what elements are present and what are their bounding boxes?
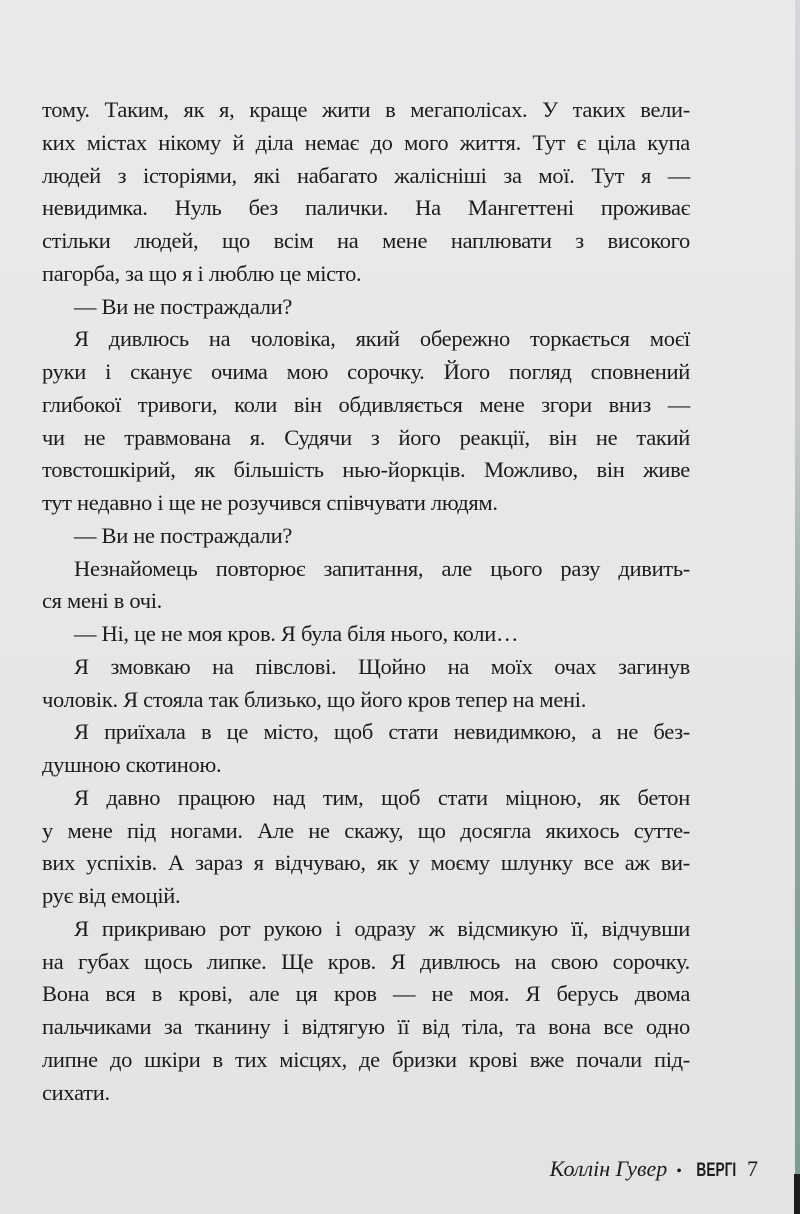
- page-edge-strip: [795, 0, 800, 1214]
- text-line: Я приїхала в це місто, щоб стати невидимкою, а не без-: [74, 719, 690, 745]
- page-edge-shadow: [794, 1174, 800, 1214]
- text-line: на губах щось липке. Ще кров. Я дивлюсь на свою сорочку.: [42, 948, 690, 974]
- text-line: руки і сканує очима мою сорочку. Його погляд сповнений: [42, 359, 690, 384]
- text-line: Я прикриваю рот рукою і одразу ж відсмикую її, відчувши: [74, 915, 690, 941]
- text-line: пальчиками за тканину і відтягую її від тіла, та вона все одно: [42, 1014, 690, 1039]
- text-line: липне до шкіри в тих місцях, де бризки крові вже почали під-: [42, 1046, 690, 1072]
- text-line: чоловік. Я стояла так близько, що його кров тепер на мені.: [42, 686, 587, 712]
- text-line: душною скотиною.: [42, 752, 222, 777]
- text-line: пагорба, за що я і люблю це місто.: [42, 260, 362, 286]
- text-line: стільки людей, що всім на мене наплювати з високого: [42, 228, 690, 253]
- text-line: тут недавно і ще не розучився співчувати людям.: [42, 490, 498, 515]
- text-line: Я давно працюю над тим, щоб стати міцною, як бетон: [74, 784, 690, 810]
- page-number: 7: [747, 1156, 758, 1181]
- text-line: Вона вся в крові, але ця кров — не моя. Я берусь двома: [42, 981, 690, 1007]
- text-line: Я змовкаю на півслові. Щойно на моїх очах загинув: [74, 653, 690, 679]
- text-line: ких містах нікому й діла немає до мого життя. Тут є ціла купа: [42, 129, 690, 155]
- text-line: Я дивлюсь на чоловіка, який обережно торкається моєї: [74, 326, 690, 352]
- running-footer: [550, 1156, 758, 1182]
- text-line: — Ні, це не моя кров. Я була біля нього, коли…: [74, 621, 519, 646]
- text-line: Незнайомець повторює запитання, але цього разу дивить-: [74, 555, 690, 581]
- text-line: у мене під ногами. Але не скажу, що досягла якихось сутте-: [42, 817, 690, 843]
- text-line: ся мені в очі.: [42, 588, 163, 614]
- text-line: сихати.: [42, 1079, 110, 1105]
- text-line: глибокої тривоги, коли він обдивляється мене згори вниз —: [42, 391, 690, 417]
- text-line: вих успіхів. А зараз я відчуваю, як у моєму шлунку все аж ви-: [42, 850, 690, 876]
- footer-separator: •: [676, 1163, 682, 1180]
- text-line: — Ви не постраждали?: [74, 293, 293, 319]
- text-line: тому. Таким, як я, краще жити в мегаполісах. У таких вели-: [42, 97, 690, 122]
- text-line: рує від емоцій.: [42, 883, 181, 908]
- body-text: [42, 94, 690, 1109]
- text-line: невидимка. Нуль без палички. На Мангеттені проживає: [42, 195, 690, 221]
- text-line: — Ви не постраждали?: [74, 522, 293, 548]
- text-line: товстошкірий, як більшість нью-йоркців. Можливо, він живе: [42, 457, 690, 483]
- footer-book-title: ВЕРГІ: [696, 1160, 736, 1181]
- text-line: людей з історіями, які набагато жалісніші за мої. Тут я —: [42, 162, 690, 188]
- text-line: чи не травмована я. Судячи з його реакції, він не такий: [42, 424, 690, 450]
- footer-author: Коллін Гувер: [549, 1156, 668, 1181]
